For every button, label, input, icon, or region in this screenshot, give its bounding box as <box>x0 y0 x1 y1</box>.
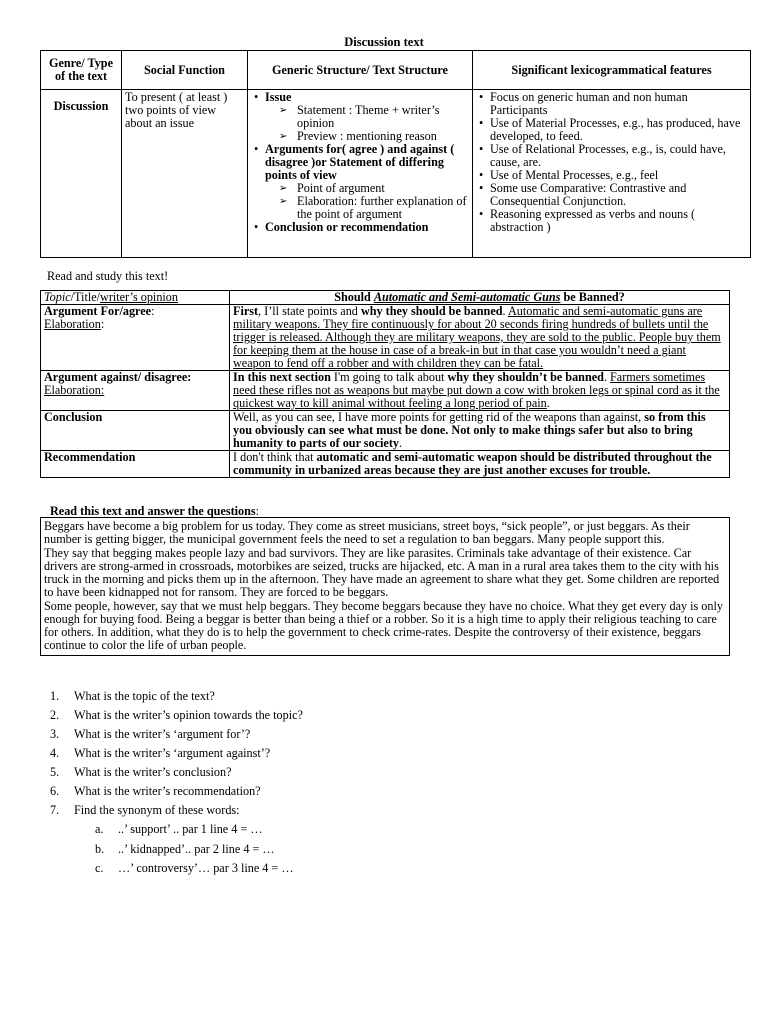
discussion-structure-table <box>40 50 751 258</box>
instruction-read-study: Read and study this text! <box>47 269 169 283</box>
header-social-function: Social Function <box>122 51 248 90</box>
passage-paragraph: They say that begging makes people lazy and bad survivors. They are like parasites. Criminals take advantage of their existence. Car drivers are strong-armed in crossroads, motorbikes are seized, trucks are hijacked, etc. A man in a rural area takes them to the city with his truck in the morning and picks them up in the afternoon. They have made an agreement to share what they get. Some children are reported to have been kidnapped not for ransom. They are forced to be beggars. <box>44 546 720 599</box>
structure-issue-preview: ➢ Preview : mentioning reason <box>297 130 469 143</box>
feature-item: • Reasoning expressed as verbs and nouns ( abstraction ) <box>490 208 747 234</box>
label-argument-against: Argument against/ disagree: Elaboration: <box>41 371 230 411</box>
feature-item: • Focus on generic human and non human Participants <box>490 91 747 117</box>
structure-arguments: Arguments for( agree ) and against ( disagree )or Statement of differing points of view <box>265 142 455 182</box>
guns-discussion-table <box>40 290 730 478</box>
features-cell <box>473 90 751 258</box>
feature-item: • Some use Comparative: Contrastive and Consequential Conjunction. <box>490 182 747 208</box>
structure-issue-statement: ➢ Statement : Theme + writer’s opinion <box>297 104 469 130</box>
beggars-passage <box>40 517 730 656</box>
conclusion-text: Well, as you can see, I have more points for getting rid of the weapons than against, so from this you obviously can see what must be done. Not only to make things safer but also to bring humanity to parts of our society. <box>230 411 730 451</box>
social-function-cell: To present ( at least ) two points of view about an issue <box>122 90 248 258</box>
header-generic-structure: Generic Structure/ Text Structure <box>248 51 473 90</box>
structure-cell <box>248 90 473 258</box>
header-genre: Genre/ Type of the text <box>41 51 122 90</box>
synonym-subquestions <box>95 823 294 882</box>
label-argument-for: Argument For/agree: Elaboration: <box>41 305 230 371</box>
label-conclusion: Conclusion <box>41 411 230 451</box>
subquestion-item: b. ..’ kidnapped’.. par 2 line 4 = … <box>95 841 275 856</box>
guns-text-title: Should Automatic and Semi-automatic Guns be Banned? <box>230 291 730 305</box>
genre-cell: Discussion <box>41 90 122 258</box>
question-item: 2. What is the writer’s opinion towards the topic? <box>50 708 303 722</box>
header-lexicogrammatical: Significant lexicogrammatical features <box>473 51 751 90</box>
argument-against-text: In this next section I'm going to talk about why they shouldn’t be banned. Farmers sometimes need these rifles not as weapons but maybe put down a cow with broken legs or spinal cord as it the quickest way to kill animal without feeling a long period of pain. <box>230 371 730 411</box>
question-item: 3. What is the writer’s ‘argument for’? <box>50 727 251 741</box>
structure-conclusion: Conclusion or recommendation <box>265 220 429 234</box>
question-item: 5. What is the writer’s conclusion? <box>50 765 232 779</box>
structure-point: ➢ Point of argument <box>297 182 469 195</box>
document-title: Discussion text <box>344 35 424 49</box>
subquestion-item: a. ..’ support’ .. par 1 line 4 = … <box>95 822 263 836</box>
feature-item: • Use of Mental Processes, e.g., feel <box>490 169 747 182</box>
question-item: 6. What is the writer’s recommendation? <box>50 784 261 798</box>
feature-item: • Use of Material Processes, e.g., has produced, have developed, to feed. <box>490 117 747 143</box>
question-item: 1. What is the topic of the text? <box>50 689 215 703</box>
passage-paragraph: Beggars have become a big problem for us today. They come as street musicians, street boys, “sick people”, or just beggars. As their number is getting bigger, the municipal government feels the need to set a regulation to ban beggars. Many people support this. <box>44 519 690 546</box>
instruction-answer-questions: Read this text and answer the questions: <box>50 504 260 518</box>
question-item: 7. Find the synonym of these words: <box>50 803 240 817</box>
label-recommendation: Recommendation <box>41 451 230 478</box>
structure-elaboration: ➢ Elaboration: further explanation of the point of argument <box>297 195 469 221</box>
header-topic-title-opinion: Topic/Title/writer’s opinion <box>41 291 230 305</box>
feature-item: • Use of Relational Processes, e.g., is, could have, cause, are. <box>490 143 747 169</box>
argument-for-text: First, I’ll state points and why they should be banned. Automatic and semi-automatic guns are military weapons. They fire continuously for about 20 seconds firing hundreds of bullets until the trigger is released. Although they are military weapons, they are sold to the public. People buy them for keeping them at the house in case of a break-in but in that case you wouldn’t need a giant weapon to fend off a robber and with children they can be fatal. <box>230 305 730 371</box>
subquestion-item: c. …’ controversy’… par 3 line 4 = … <box>95 861 294 875</box>
questions-list <box>50 690 303 823</box>
question-item: 4. What is the writer’s ‘argument against’? <box>50 746 271 760</box>
passage-paragraph: Some people, however, say that we must help beggars. They become beggars because they have no choice. What they get every day is only enough for buying food. Being a beggar is better than being a thief or a robber. So it is a high time to apply their religious teaching to care for others. In addition, what they do is to help the government to check crime-rates. Despite the controversy of their existence, beggars continue to color the life of urban people. <box>44 599 723 652</box>
structure-issue: Issue <box>265 90 292 104</box>
recommendation-text: I don't think that automatic and semi-automatic weapon should be distributed throughout the community in urbanized areas because they are just another excuses for trouble. <box>230 451 730 478</box>
